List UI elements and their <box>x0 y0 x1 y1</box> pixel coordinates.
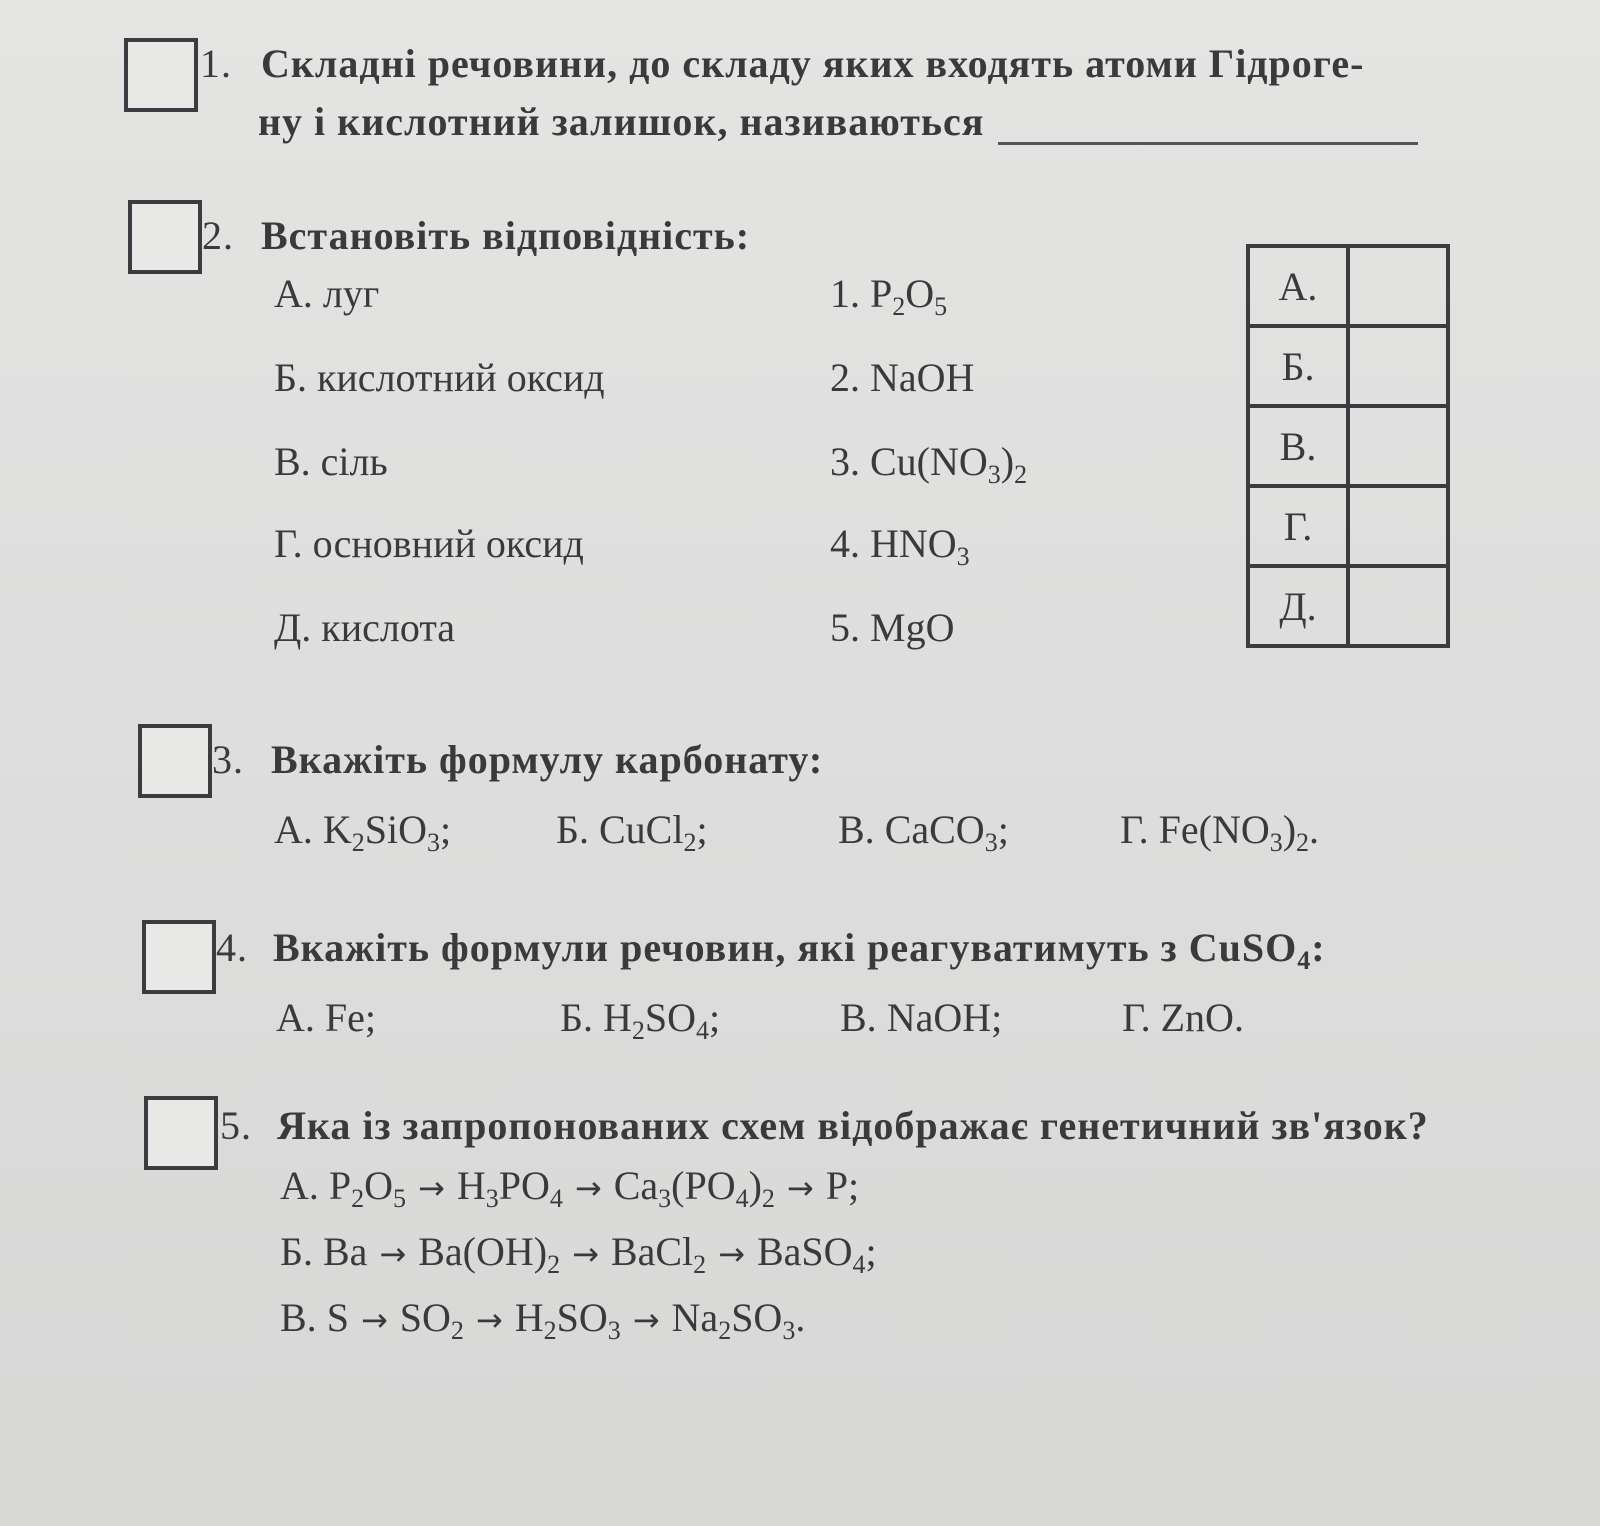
q3-option-b-p0: CuCl <box>598 807 684 852</box>
q4-option-a-p0: Fe; <box>324 995 377 1040</box>
q3-option-b-p2: ; <box>696 807 708 852</box>
q5-number: 5. <box>220 1103 252 1148</box>
q2-table-label-v: В. <box>1248 406 1348 486</box>
q5-a-s0-3: 5 <box>393 1184 407 1213</box>
q5-scheme-b-label: Б. <box>280 1229 313 1274</box>
q5-a-s1-2: PO <box>498 1163 550 1208</box>
q2-right-3-num: 3. <box>830 439 860 484</box>
q3-title: Вкажіть формулу карбонату: <box>271 737 824 782</box>
q3-option-b-p1: 2 <box>683 828 697 857</box>
q2-table-label-a: А. <box>1248 246 1348 326</box>
q2-table-cell-a[interactable] <box>1348 246 1448 326</box>
q4-option-b-p2: SO <box>644 995 696 1040</box>
q3-option-v-p2: ; <box>997 807 1009 852</box>
q5-b-s0-0: Ba <box>322 1229 368 1274</box>
q2-table-cell-b[interactable] <box>1348 326 1448 406</box>
q3-option-g-label: Г. <box>1120 807 1149 852</box>
q3-option-a[interactable] <box>274 806 452 857</box>
q5-scheme-v[interactable] <box>280 1294 806 1345</box>
q2-answer-table <box>1246 244 1450 648</box>
q2-left-b: Б. кислотний оксид <box>274 355 605 400</box>
arrow-right-icon: → <box>360 1301 388 1339</box>
q3-option-a-p4: ; <box>440 807 452 852</box>
q5-scheme-a-label: А. <box>280 1163 319 1208</box>
q2-right-3-f3: 2 <box>1014 460 1028 489</box>
q5-a-s2-3: 4 <box>735 1184 749 1213</box>
q5-a-s0-1: 2 <box>351 1184 365 1213</box>
q2-table-label-b: Б. <box>1248 326 1348 406</box>
q5-scheme-a[interactable] <box>280 1162 860 1213</box>
q3-option-g-p3: 2 <box>1296 828 1310 857</box>
q5-b-s2-1: 2 <box>693 1250 707 1279</box>
q5-scheme-v-label: В. <box>280 1295 317 1340</box>
q2-table-cell-v[interactable] <box>1348 406 1448 486</box>
q5-a-s2-1: 3 <box>658 1184 672 1213</box>
q3-option-a-label: А. <box>274 807 313 852</box>
q5-v-s1-1: 2 <box>450 1316 464 1345</box>
q2-right-2 <box>830 354 974 401</box>
q2-right-3-f1: 3 <box>987 460 1001 489</box>
q5-v-s3-0: Na <box>671 1295 719 1340</box>
q2-title: Встановіть відповідність: <box>261 213 751 258</box>
q3-option-a-p3: 3 <box>427 828 441 857</box>
q2-right-1-f2: O <box>905 271 935 316</box>
q5-b-s1-1: 2 <box>547 1250 561 1279</box>
q4-option-b-p0: H <box>602 995 632 1040</box>
q5-b-s1-0: Ba(OH) <box>418 1229 548 1274</box>
table-row <box>1248 246 1448 326</box>
arrow-right-icon: → <box>418 1169 445 1207</box>
q2-right-4-f1: 3 <box>956 542 970 571</box>
table-row <box>1248 326 1448 406</box>
q3-option-g-p0: Fe(NO <box>1158 807 1270 852</box>
q5-v-s3-2: SO <box>731 1295 783 1340</box>
q4-option-b-p1: 2 <box>631 1016 645 1045</box>
q2-right-4 <box>830 520 970 571</box>
q4-option-g-label: Г. <box>1122 995 1151 1040</box>
q2-right-5-num: 5. <box>830 605 860 650</box>
arrow-right-icon: → <box>574 1169 602 1207</box>
q5-a-s0-2: O <box>364 1163 394 1208</box>
q5-a-s3-0: P; <box>825 1163 860 1208</box>
q2-title-line <box>202 212 750 259</box>
q2-left-g: Г. основний оксид <box>274 521 584 566</box>
q1-line2 <box>258 98 1418 145</box>
q2-left-d: Д. кислота <box>274 605 456 650</box>
q3-option-g-p2: ) <box>1282 807 1297 852</box>
q2-right-5-f0: MgO <box>870 605 955 650</box>
q1-number: 1. <box>200 41 232 86</box>
q5-v-s3-1: 2 <box>718 1316 732 1345</box>
q2-right-3-f2: ) <box>1000 439 1015 484</box>
arrow-right-icon: → <box>718 1235 745 1273</box>
q5-v-s1-0: SO <box>399 1295 451 1340</box>
q3-option-a-p0: K <box>322 807 352 852</box>
q5-v-s2-0: H <box>514 1295 544 1340</box>
q5-title-line <box>220 1102 1429 1149</box>
q2-right-1-num: 1. <box>830 271 860 316</box>
q5-a-s2-2: (PO <box>671 1163 736 1208</box>
arrow-right-icon: → <box>632 1301 660 1339</box>
q4-title-line <box>216 924 1326 975</box>
q5-a-s2-0: Ca <box>613 1163 659 1208</box>
q3-number: 3. <box>212 737 244 782</box>
q2-number: 2. <box>202 213 234 258</box>
q2-right-3-f0: Cu(NO <box>870 439 988 484</box>
q4-option-b-label: Б. <box>560 995 593 1040</box>
q5-b-s3-0: BaSO <box>756 1229 853 1274</box>
q5-a-s1-3: 4 <box>549 1184 563 1213</box>
q2-right-1-f3: 5 <box>934 292 948 321</box>
q1-answer-blank[interactable] <box>998 112 1418 145</box>
q5-v-s2-3: 3 <box>607 1316 621 1345</box>
table-row <box>1248 486 1448 566</box>
q2-right-1 <box>830 270 948 321</box>
q5-b-s2-0: BaCl <box>610 1229 694 1274</box>
q2-left-a: А. луг <box>274 271 380 316</box>
q2-table-cell-g[interactable] <box>1348 486 1448 566</box>
q3-option-v-p0: CaCO <box>884 807 985 852</box>
table-row <box>1248 406 1448 486</box>
q4-option-g[interactable] <box>1122 994 1244 1041</box>
q2-table-label-d: Д. <box>1248 566 1348 646</box>
q2-answer-box[interactable] <box>128 200 202 274</box>
q3-option-a-p2: SiO <box>364 807 428 852</box>
q2-right-3 <box>830 438 1028 489</box>
q4-option-b[interactable] <box>560 994 721 1045</box>
q5-v-s3-3: 3 <box>782 1316 796 1345</box>
arrow-right-icon: → <box>379 1235 407 1273</box>
q2-table-label-g: Г. <box>1248 486 1348 566</box>
q5-b-s3-1: 4 <box>852 1250 866 1279</box>
q3-option-g-p4: . <box>1309 807 1320 852</box>
q1-text-line1: Складні речовини, до складу яких входять атоми Гідроге- <box>261 41 1365 86</box>
q4-option-v-p0: NaOH; <box>886 995 1003 1040</box>
q4-option-b-p4: ; <box>709 995 721 1040</box>
q5-a-s1-1: 3 <box>485 1184 499 1213</box>
q4-option-b-p3: 4 <box>696 1016 709 1045</box>
q2-right-4-f0: HNO <box>870 521 957 566</box>
q5-a-s0-0: P <box>328 1163 352 1208</box>
q5-v-s0-0: S <box>326 1295 349 1340</box>
arrow-right-icon: → <box>572 1235 599 1273</box>
arrow-right-icon: → <box>475 1301 503 1339</box>
q3-title-line <box>212 736 823 783</box>
q3-option-b-label: Б. <box>556 807 589 852</box>
q4-option-a-label: А. <box>276 995 315 1040</box>
q2-right-2-f0: NaOH <box>870 355 975 400</box>
q5-scheme-b[interactable] <box>280 1228 877 1279</box>
q1-text-line2: ну і кислотний залишок, називаються <box>258 99 985 144</box>
q1-answer-box[interactable] <box>124 38 198 112</box>
q2-right-4-num: 4. <box>830 521 860 566</box>
q5-answer-box[interactable] <box>144 1096 218 1170</box>
q3-option-v[interactable] <box>838 806 1009 857</box>
q4-title-b: : <box>1311 925 1326 970</box>
q4-option-g-p0: ZnO. <box>1160 995 1244 1040</box>
q2-left-v: В. сіль <box>274 439 388 484</box>
q5-v-s3-4: . <box>795 1295 806 1340</box>
q3-answer-box[interactable] <box>138 724 212 798</box>
q4-option-v-label: В. <box>840 995 877 1040</box>
q3-option-a-p1: 2 <box>351 828 365 857</box>
q2-right-2-num: 2. <box>830 355 860 400</box>
q4-option-a[interactable] <box>276 994 376 1041</box>
q2-right-5 <box>830 604 954 651</box>
q2-right-1-f0: P <box>870 271 893 316</box>
q4-title-sub: 4 <box>1297 946 1312 975</box>
q5-v-s2-1: 2 <box>543 1316 557 1345</box>
table-row <box>1248 566 1448 646</box>
q5-b-s3-2: ; <box>865 1229 877 1274</box>
arrow-right-icon: → <box>786 1169 814 1207</box>
q5-title: Яка із запропонованих схем відображає генетичний зв'язок? <box>277 1103 1429 1148</box>
q3-option-g-p1: 3 <box>1269 828 1283 857</box>
q2-right-1-f1: 2 <box>892 292 906 321</box>
q3-option-b[interactable] <box>556 806 708 857</box>
q5-a-s2-5: 2 <box>761 1184 775 1213</box>
q5-a-s2-4: ) <box>748 1163 762 1208</box>
q5-v-s2-2: SO <box>556 1295 608 1340</box>
q3-option-v-p1: 3 <box>984 828 998 857</box>
q2-table-cell-d[interactable] <box>1348 566 1448 646</box>
q4-title-a: Вкажіть формули речовин, які реагуватимуть з CuSO <box>273 925 1298 970</box>
q4-option-v[interactable] <box>840 994 1002 1041</box>
q4-answer-box[interactable] <box>142 920 216 994</box>
q1-line1 <box>200 40 1365 87</box>
q5-a-s1-0: H <box>456 1163 486 1208</box>
q3-option-g[interactable] <box>1120 806 1320 857</box>
q3-option-v-label: В. <box>838 807 875 852</box>
q4-number: 4. <box>216 925 248 970</box>
